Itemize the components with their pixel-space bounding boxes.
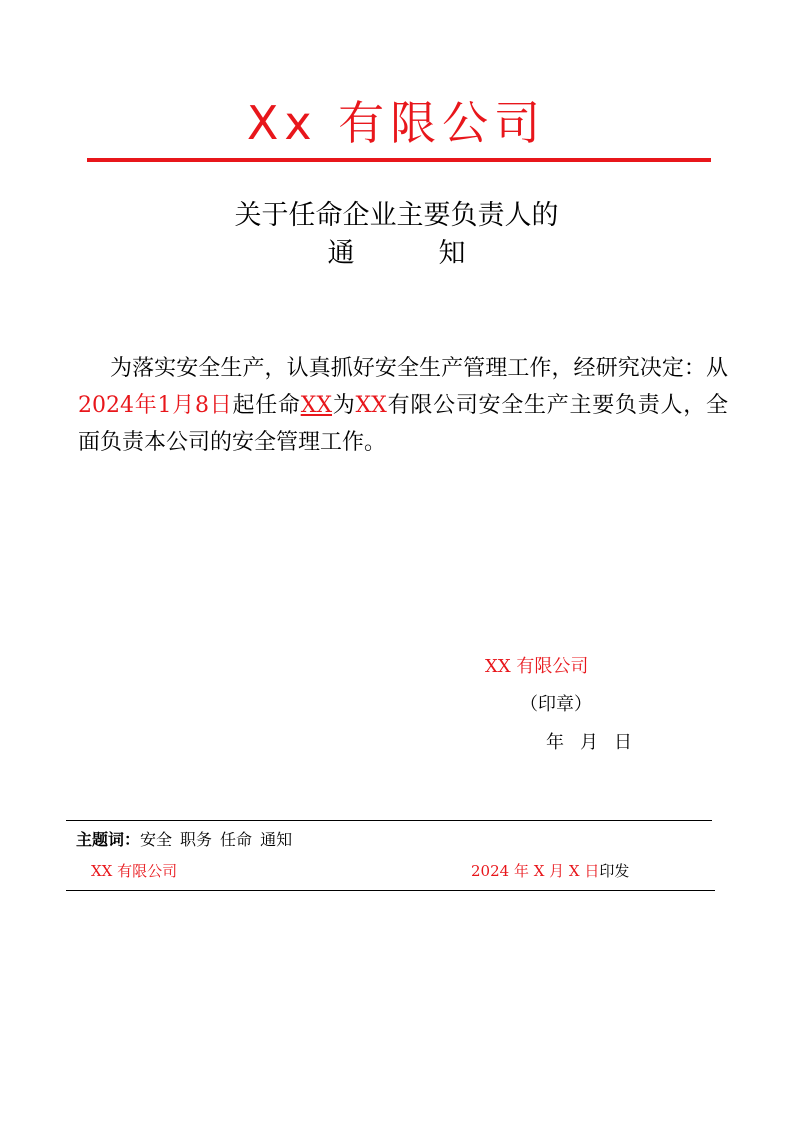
company-header: Xx 有限公司 [246,96,547,150]
keywords-label: 主题词： [76,830,141,849]
appointee-name: XX [300,393,333,418]
body-part3: 为 [332,393,356,418]
signature-company: XX 有限公司 [485,656,589,677]
body-company-name: XX [355,393,387,418]
footer-issuer: XX 有限公司 [91,862,178,880]
notice-title-line2 [0,234,793,274]
notice-title-char-1: 通 [327,238,355,269]
appointment-date: 2024年1月8日 [78,393,233,418]
body-part1: 为落实安全生产，认真抓好安全生产管理工作，经研究决定：从 [110,356,728,381]
body-part2: 起任命 [232,393,301,418]
keyword-item: 安全 [140,830,173,849]
notice-title-char-2: 知 [438,238,466,269]
signature-seal: （印章） [520,694,592,715]
notice-body [78,350,728,461]
signature-date [546,728,648,758]
keyword-item: 职务 [180,830,213,849]
footer-issue-date [471,857,629,885]
keyword-item: 通知 [260,830,293,849]
header-red-rule [87,158,711,162]
keywords-line [76,825,300,855]
signature-day: 日 [614,732,632,753]
body-part4: 有限公司安全生产主要负责人，全面负责本公司的安全管理工作。 [78,393,728,455]
notice-title-line1: 关于任命企业主要负责人的 [234,200,559,231]
issue-suffix: 印发 [599,862,630,880]
keyword-item: 任命 [220,830,253,849]
footer-top-rule [66,820,712,821]
signature-month: 月 [580,732,598,753]
issue-date: 2024 年 X 月 X 日 [471,862,600,880]
footer-bottom-rule [66,890,715,891]
signature-year: 年 [546,732,564,753]
